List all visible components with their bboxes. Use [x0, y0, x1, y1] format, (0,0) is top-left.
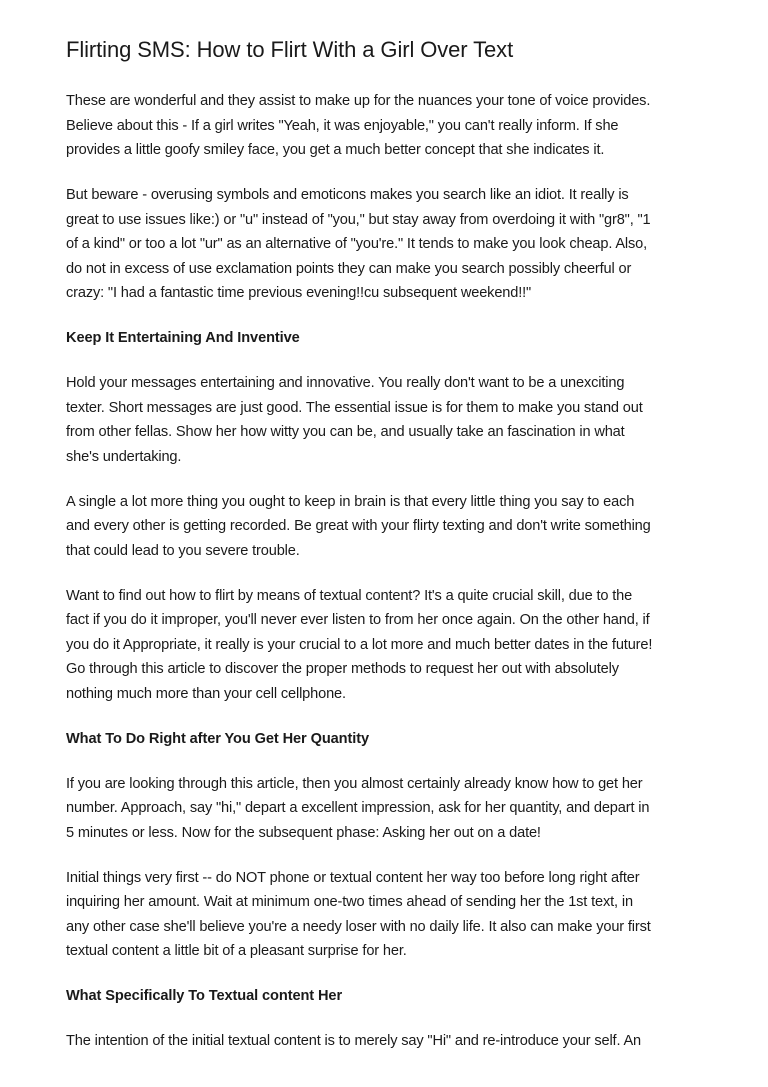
text-line: The intention of the initial textual content is to merely say "Hi" and re-introduce your self. An	[66, 1033, 642, 1049]
text-line: These are wonderful and they assist to make up for the nuances your tone of voice provides.	[66, 93, 651, 109]
paragraph	[66, 866, 746, 964]
text-line: crazy: "I had a fantastic time previous evening!!cu subsequent weekend!!"	[66, 285, 532, 301]
text-line: inquiring her amount. Wait at minimum one-two times ahead of sending her the 1st text, in	[66, 894, 633, 910]
text-line: any other case she'll believe you're a needy loser with no daily life. It also can make your first	[66, 918, 651, 935]
text-line: textual content a little bit of a pleasant surprise for her.	[66, 943, 407, 959]
paragraph	[66, 371, 746, 469]
text-line: Hold your messages entertaining and innovative. You really don't want to be a unexciting	[66, 375, 625, 391]
text-line: nothing much more than your cell cellphone.	[66, 685, 346, 702]
text-line: great to use issues like:) or "u" instead of "you," but stay away from overdoing it with "gr8", "1	[66, 211, 651, 228]
text-line: Want to find out how to flirt by means of textual content? It's a quite crucial skill, due to the	[66, 587, 633, 604]
paragraph	[66, 490, 746, 564]
text-line: provides a little goofy smiley face, you get a much better concept that she indicates it.	[66, 142, 605, 158]
text-line: you do it Appropriate, it really is your crucial to a lot more and much better dates in the future!	[66, 636, 653, 653]
text-line: do not in excess of use exclamation points they can make you search possibly cheerful or	[66, 260, 632, 277]
document-body	[66, 89, 746, 1054]
paragraph	[66, 89, 746, 163]
text-line: of a kind" or too a lot "ur" as an alternative of "you're." It tends to make you look cheap. Also,	[66, 236, 648, 252]
document-title: Flirting SMS: How to Flirt With a Girl Over Text	[66, 37, 514, 62]
text-line: fact if you do it improper, you'll never ever listen to from her once again. On the other hand, if	[66, 612, 650, 628]
text-line: she's undertaking.	[66, 448, 182, 465]
text-line: If you are looking through this article, then you almost certainly already know how to get her	[66, 775, 643, 792]
paragraph	[66, 183, 746, 306]
text-line: But beware - overusing symbols and emoticons makes you search like an idiot. It really is	[66, 187, 629, 203]
text-line: texter. Short messages are just good. The essential issue is for them to make you stand out	[66, 399, 643, 416]
section-heading: What To Do Right after You Get Her Quantity	[66, 730, 369, 747]
text-line: 5 minutes or less. Now for the subsequent phase: Asking her out on a date!	[66, 824, 541, 841]
text-line: Initial things very first -- do NOT phone or textual content her way too before long right after	[66, 869, 640, 886]
text-line: A single a lot more thing you ought to keep in brain is that every little thing you say to each	[66, 493, 635, 510]
document-page	[66, 36, 746, 1074]
text-line: that could lead to you severe trouble.	[66, 542, 300, 559]
text-line: Believe about this - If a girl writes "Yeah, it was enjoyable," you can't really inform. If she	[66, 117, 619, 134]
paragraph	[66, 1029, 746, 1054]
text-line: number. Approach, say "hi," depart a excellent impression, ask for her quantity, and depart in	[66, 800, 650, 816]
text-line: from other fellas. Show her how witty you can be, and usually take an fascination in what	[66, 424, 625, 440]
section-heading: Keep It Entertaining And Inventive	[66, 330, 300, 346]
section-heading: What Specifically To Textual content Her	[66, 988, 343, 1004]
paragraph	[66, 584, 746, 707]
text-line: Go through this article to discover the proper methods to request her out with absolutely	[66, 661, 619, 677]
paragraph	[66, 772, 746, 846]
text-line: and every other is getting recorded. Be great with your flirty texting and don't write something	[66, 518, 651, 534]
